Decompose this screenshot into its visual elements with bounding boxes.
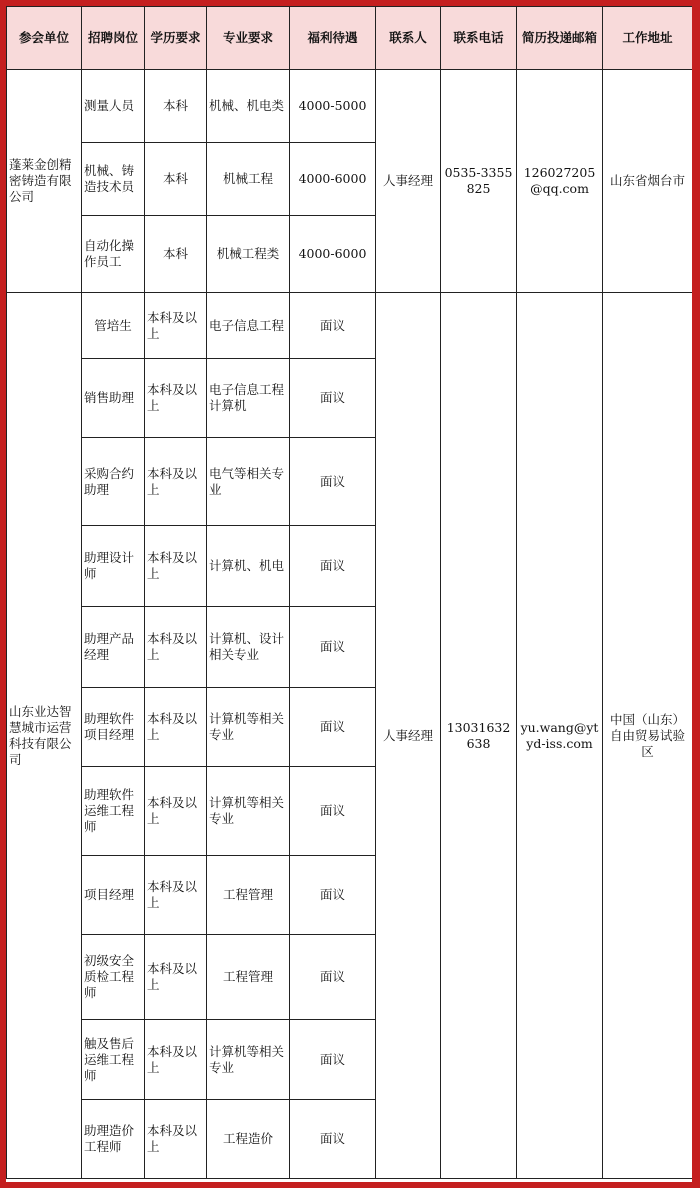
job-position: 助理设计师 xyxy=(82,526,145,607)
job-benefits: 面议 xyxy=(290,767,376,856)
header-unit: 参会单位 xyxy=(7,7,82,70)
job-education: 本科及以上 xyxy=(145,438,207,526)
header-contact: 联系人 xyxy=(376,7,441,70)
company-address: 山东省烟台市 xyxy=(603,70,693,293)
company-name: 山东业达智慧城市运营科技有限公司 xyxy=(7,293,82,1179)
job-benefits: 面议 xyxy=(290,935,376,1020)
job-position: 助理造价工程师 xyxy=(82,1100,145,1179)
job-benefits: 面议 xyxy=(290,688,376,767)
page-frame xyxy=(6,6,692,1182)
header-education: 学历要求 xyxy=(145,7,207,70)
job-benefits: 面议 xyxy=(290,359,376,438)
header-address: 工作地址 xyxy=(603,7,693,70)
job-education: 本科 xyxy=(145,143,207,216)
job-education: 本科及以上 xyxy=(145,935,207,1020)
job-major: 工程管理 xyxy=(207,935,290,1020)
job-position: 采购合约助理 xyxy=(82,438,145,526)
job-education: 本科 xyxy=(145,70,207,143)
job-major: 电子信息工程 xyxy=(207,293,290,359)
company-phone: 13031632638 xyxy=(441,293,517,1179)
job-benefits: 4000-5000 xyxy=(290,70,376,143)
job-benefits: 面议 xyxy=(290,293,376,359)
job-education: 本科 xyxy=(145,216,207,293)
company-contact: 人事经理 xyxy=(376,70,441,293)
company-address: 中国（山东）自由贸易试验区 xyxy=(603,293,693,1179)
job-education: 本科及以上 xyxy=(145,767,207,856)
job-major: 工程管理 xyxy=(207,856,290,935)
job-benefits: 4000-6000 xyxy=(290,216,376,293)
job-education: 本科及以上 xyxy=(145,1020,207,1100)
job-major: 计算机等相关专业 xyxy=(207,767,290,856)
job-benefits: 4000-6000 xyxy=(290,143,376,216)
job-benefits: 面议 xyxy=(290,856,376,935)
job-education: 本科及以上 xyxy=(145,526,207,607)
job-benefits: 面议 xyxy=(290,1020,376,1100)
job-major: 工程造价 xyxy=(207,1100,290,1179)
job-major: 计算机等相关专业 xyxy=(207,1020,290,1100)
job-education: 本科及以上 xyxy=(145,688,207,767)
job-position: 助理软件运维工程师 xyxy=(82,767,145,856)
job-position: 管培生 xyxy=(82,293,145,359)
job-major: 机械工程类 xyxy=(207,216,290,293)
company-name: 蓬莱金创精密铸造有限公司 xyxy=(7,70,82,293)
job-position: 测量人员 xyxy=(82,70,145,143)
job-education: 本科及以上 xyxy=(145,607,207,688)
job-position: 助理软件项目经理 xyxy=(82,688,145,767)
job-position: 机械、铸造技术员 xyxy=(82,143,145,216)
job-major: 计算机、设计相关专业 xyxy=(207,607,290,688)
company-phone: 0535-3355825 xyxy=(441,70,517,293)
job-education: 本科及以上 xyxy=(145,293,207,359)
job-position: 触及售后运维工程师 xyxy=(82,1020,145,1100)
job-major: 电子信息工程计算机 xyxy=(207,359,290,438)
job-major: 计算机等相关专业 xyxy=(207,688,290,767)
job-benefits: 面议 xyxy=(290,607,376,688)
header-benefits: 福利待遇 xyxy=(290,7,376,70)
table-header-row xyxy=(7,7,693,70)
header-position: 招聘岗位 xyxy=(82,7,145,70)
job-education: 本科及以上 xyxy=(145,856,207,935)
company-contact: 人事经理 xyxy=(376,293,441,1179)
job-major: 机械工程 xyxy=(207,143,290,216)
job-position: 助理产品经理 xyxy=(82,607,145,688)
job-benefits: 面议 xyxy=(290,526,376,607)
table-row xyxy=(7,293,693,359)
job-education: 本科及以上 xyxy=(145,359,207,438)
job-education: 本科及以上 xyxy=(145,1100,207,1179)
job-major: 电气等相关专业 xyxy=(207,438,290,526)
table-row xyxy=(7,70,693,143)
header-phone: 联系电话 xyxy=(441,7,517,70)
header-email: 简历投递邮箱 xyxy=(517,7,603,70)
job-major: 计算机、机电 xyxy=(207,526,290,607)
job-position: 销售助理 xyxy=(82,359,145,438)
header-major: 专业要求 xyxy=(207,7,290,70)
job-major: 机械、机电类 xyxy=(207,70,290,143)
job-position: 初级安全质检工程师 xyxy=(82,935,145,1020)
job-benefits: 面议 xyxy=(290,1100,376,1179)
job-benefits: 面议 xyxy=(290,438,376,526)
recruitment-table xyxy=(6,6,692,1179)
company-email: 126027205@qq.com xyxy=(517,70,603,293)
job-position: 自动化操作员工 xyxy=(82,216,145,293)
company-email: yu.wang@ytyd-iss.com xyxy=(517,293,603,1179)
job-position: 项目经理 xyxy=(82,856,145,935)
